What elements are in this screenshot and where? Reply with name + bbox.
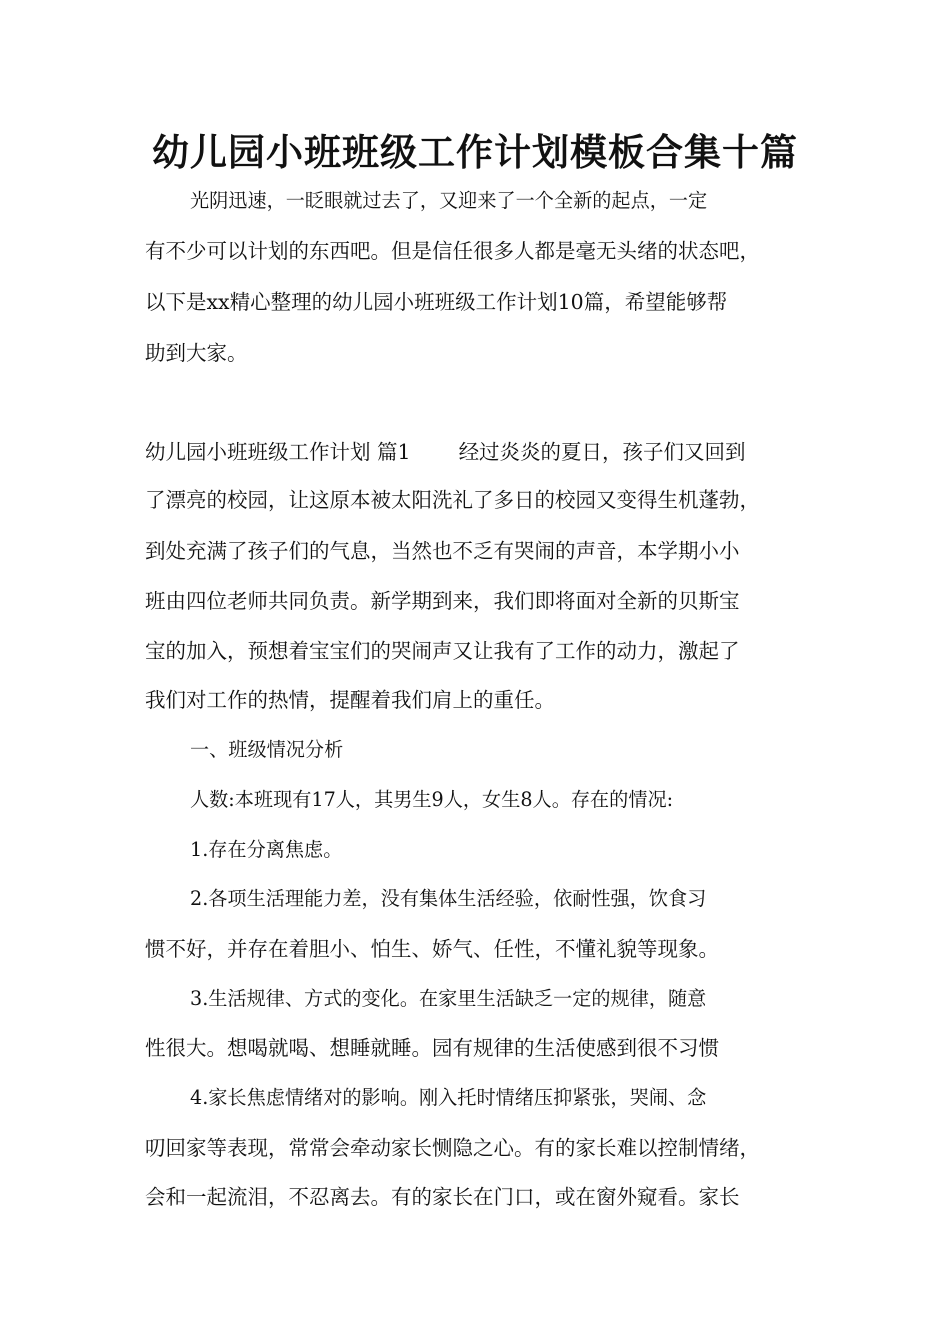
item-4-line-3: 会和一起流泪，不忍离去。有的家长在门口，或在窗外窥看。家长: [145, 1185, 740, 1209]
item-1: 1.存在分离焦虑。: [190, 838, 343, 861]
section-body-line-2: 到处充满了孩子们的气息，当然也不乏有哭闹的声音，本学期小小: [145, 539, 740, 563]
item-3-line-1: 3.生活规律、方式的变化。在家里生活缺乏一定的规律，随意: [190, 987, 707, 1010]
item-3-line-2: 性很大。想喝就喝、想睡就睡。园有规律的生活使感到很不习惯: [145, 1036, 719, 1060]
section-heading: 幼儿园小班班级工作计划 篇1: [145, 440, 411, 464]
section-first-line: 经过炎炎的夏日，孩子们又回到: [458, 440, 746, 464]
intro-line-3: 以下是xx精心整理的幼儿园小班班级工作计划10篇，希望能够帮: [145, 290, 728, 314]
item-4-line-2: 叨回家等表现，常常会牵动家长恻隐之心。有的家长难以控制情绪，: [145, 1136, 760, 1160]
intro-line-2: 有不少可以计划的东西吧。但是信任很多人都是毫无头绪的状态吧，: [145, 239, 760, 263]
document-title: 幼儿园小班班级工作计划模板合集十篇: [152, 131, 798, 174]
intro-line-4: 助到大家。: [145, 341, 248, 365]
section-heading-line: [145, 437, 835, 467]
section-body-line-5: 我们对工作的热情，提醒着我们肩上的重任。: [145, 688, 555, 712]
analysis-heading: 一、班级情况分析: [190, 738, 344, 761]
section-body-line-1: 了漂亮的校园，让这原本被太阳洗礼了多日的校园又变得生机蓬勃，: [145, 488, 760, 512]
section-body-line-3: 班由四位老师共同负责。新学期到来，我们即将面对全新的贝斯宝: [145, 589, 740, 613]
item-2-line-2: 惯不好，并存在着胆小、怕生、娇气、任性，不懂礼貌等现象。: [145, 937, 719, 961]
item-4-line-1: 4.家长焦虑情绪对的影响。刚入托时情绪压抑紧张，哭闹、念: [190, 1086, 707, 1109]
item-2-line-1: 2.各项生活理能力差，没有集体生活经验，依耐性强，饮食习: [190, 887, 707, 910]
intro-line-1: 光阴迅速，一眨眼就过去了，又迎来了一个全新的起点，一定: [190, 189, 708, 212]
section-body-line-4: 宝的加入，预想着宝宝们的哭闹声又让我有了工作的动力，激起了: [145, 639, 740, 663]
headcount-line: 人数:本班现有17人，其男生9人，女生8人。存在的情况:: [190, 788, 674, 811]
